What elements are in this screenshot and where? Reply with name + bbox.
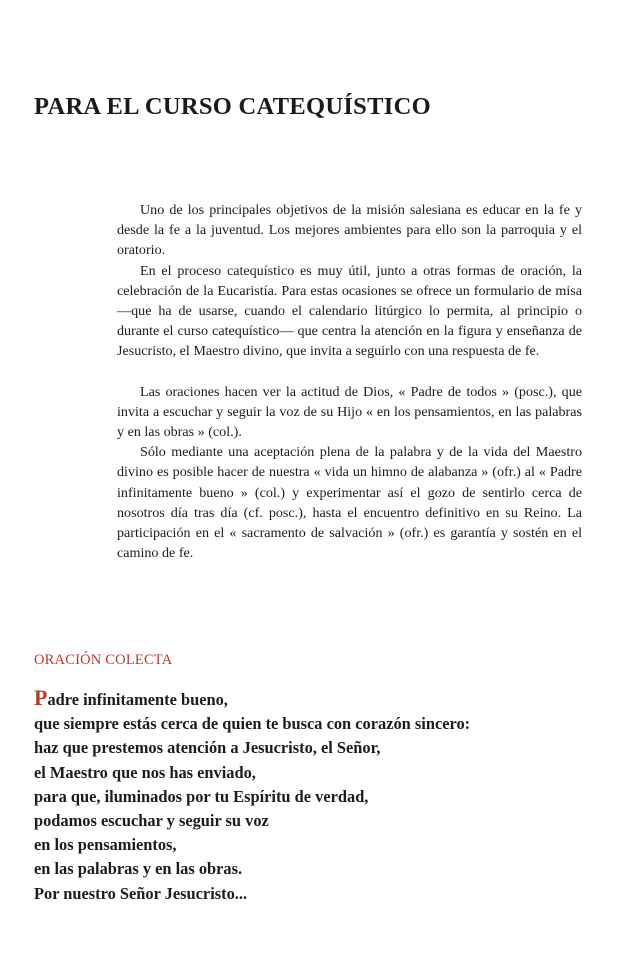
prayer-line: en los pensamientos,	[34, 835, 177, 855]
prayer-first-line: adre infinitamente bueno,	[47, 690, 228, 709]
prayer-line: Por nuestro Señor Jesucristo...	[34, 883, 248, 903]
prayer-line: que siempre estás cerca de quien te busca con corazón sincero:	[34, 714, 471, 734]
prayer-line: el Maestro que nos has enviado,	[34, 762, 256, 782]
intro-text	[117, 200, 582, 563]
drop-cap: P	[34, 685, 48, 710]
prayer-line: en las palabras y en las obras.	[34, 859, 243, 879]
prayer-line	[34, 687, 624, 712]
prayer-line: haz que prestemos atención a Jesucristo, el Señor,	[34, 738, 381, 758]
prayer-line: podamos escuchar y seguir su voz	[34, 811, 269, 831]
page-title: PARA EL CURSO CATEQUÍSTICO	[34, 93, 431, 120]
prayer-line: para que, iluminados por tu Espíritu de verdad,	[34, 786, 369, 806]
collect-prayer	[34, 687, 624, 906]
intro-paragraph: Las oraciones hacen ver la actitud de Dios, « Padre de todos » (posc.), que invita a escuchar y seguir la voz de su Hijo « en los pensamientos, en las palabras y en las obras » (col.).	[117, 383, 582, 441]
section-heading-collect: ORACIÓN COLECTA	[34, 652, 173, 668]
intro-paragraph: Uno de los principales objetivos de la misión salesiana es educar en la fe y desde la fe a la juventud. Los mejores ambientes para ello son la parroquia y el oratorio.	[117, 202, 582, 259]
intro-paragraph: Sólo mediante una aceptación plena de la palabra y de la vida del Maestro divino es posible hacer de nuestra « vida un himno de alabanza » (ofr.) al « Padre infinitamente bueno » (col.) y experimentar así el gozo de sentirlo cerca de nosotros día tras día (cf. posc.), hasta el encuentro definitivo en su Reino. La participación en el « sacramento de salvación » (ofr.) es garantía y sostén en el camino de fe.	[117, 444, 582, 562]
intro-paragraph: En el proceso catequístico es muy útil, junto a otras formas de oración, la celebración de la Eucaristía. Para estas ocasiones se ofrece un formulario de misa —que ha de usarse, cuando el calendario litúrgico lo permita, al principio o durante el curso catequístico— que centra la atención en la figura y enseñanza de Jesucristo, el Maestro divino, que invita a seguirlo con una respuesta de fe.	[117, 262, 582, 360]
